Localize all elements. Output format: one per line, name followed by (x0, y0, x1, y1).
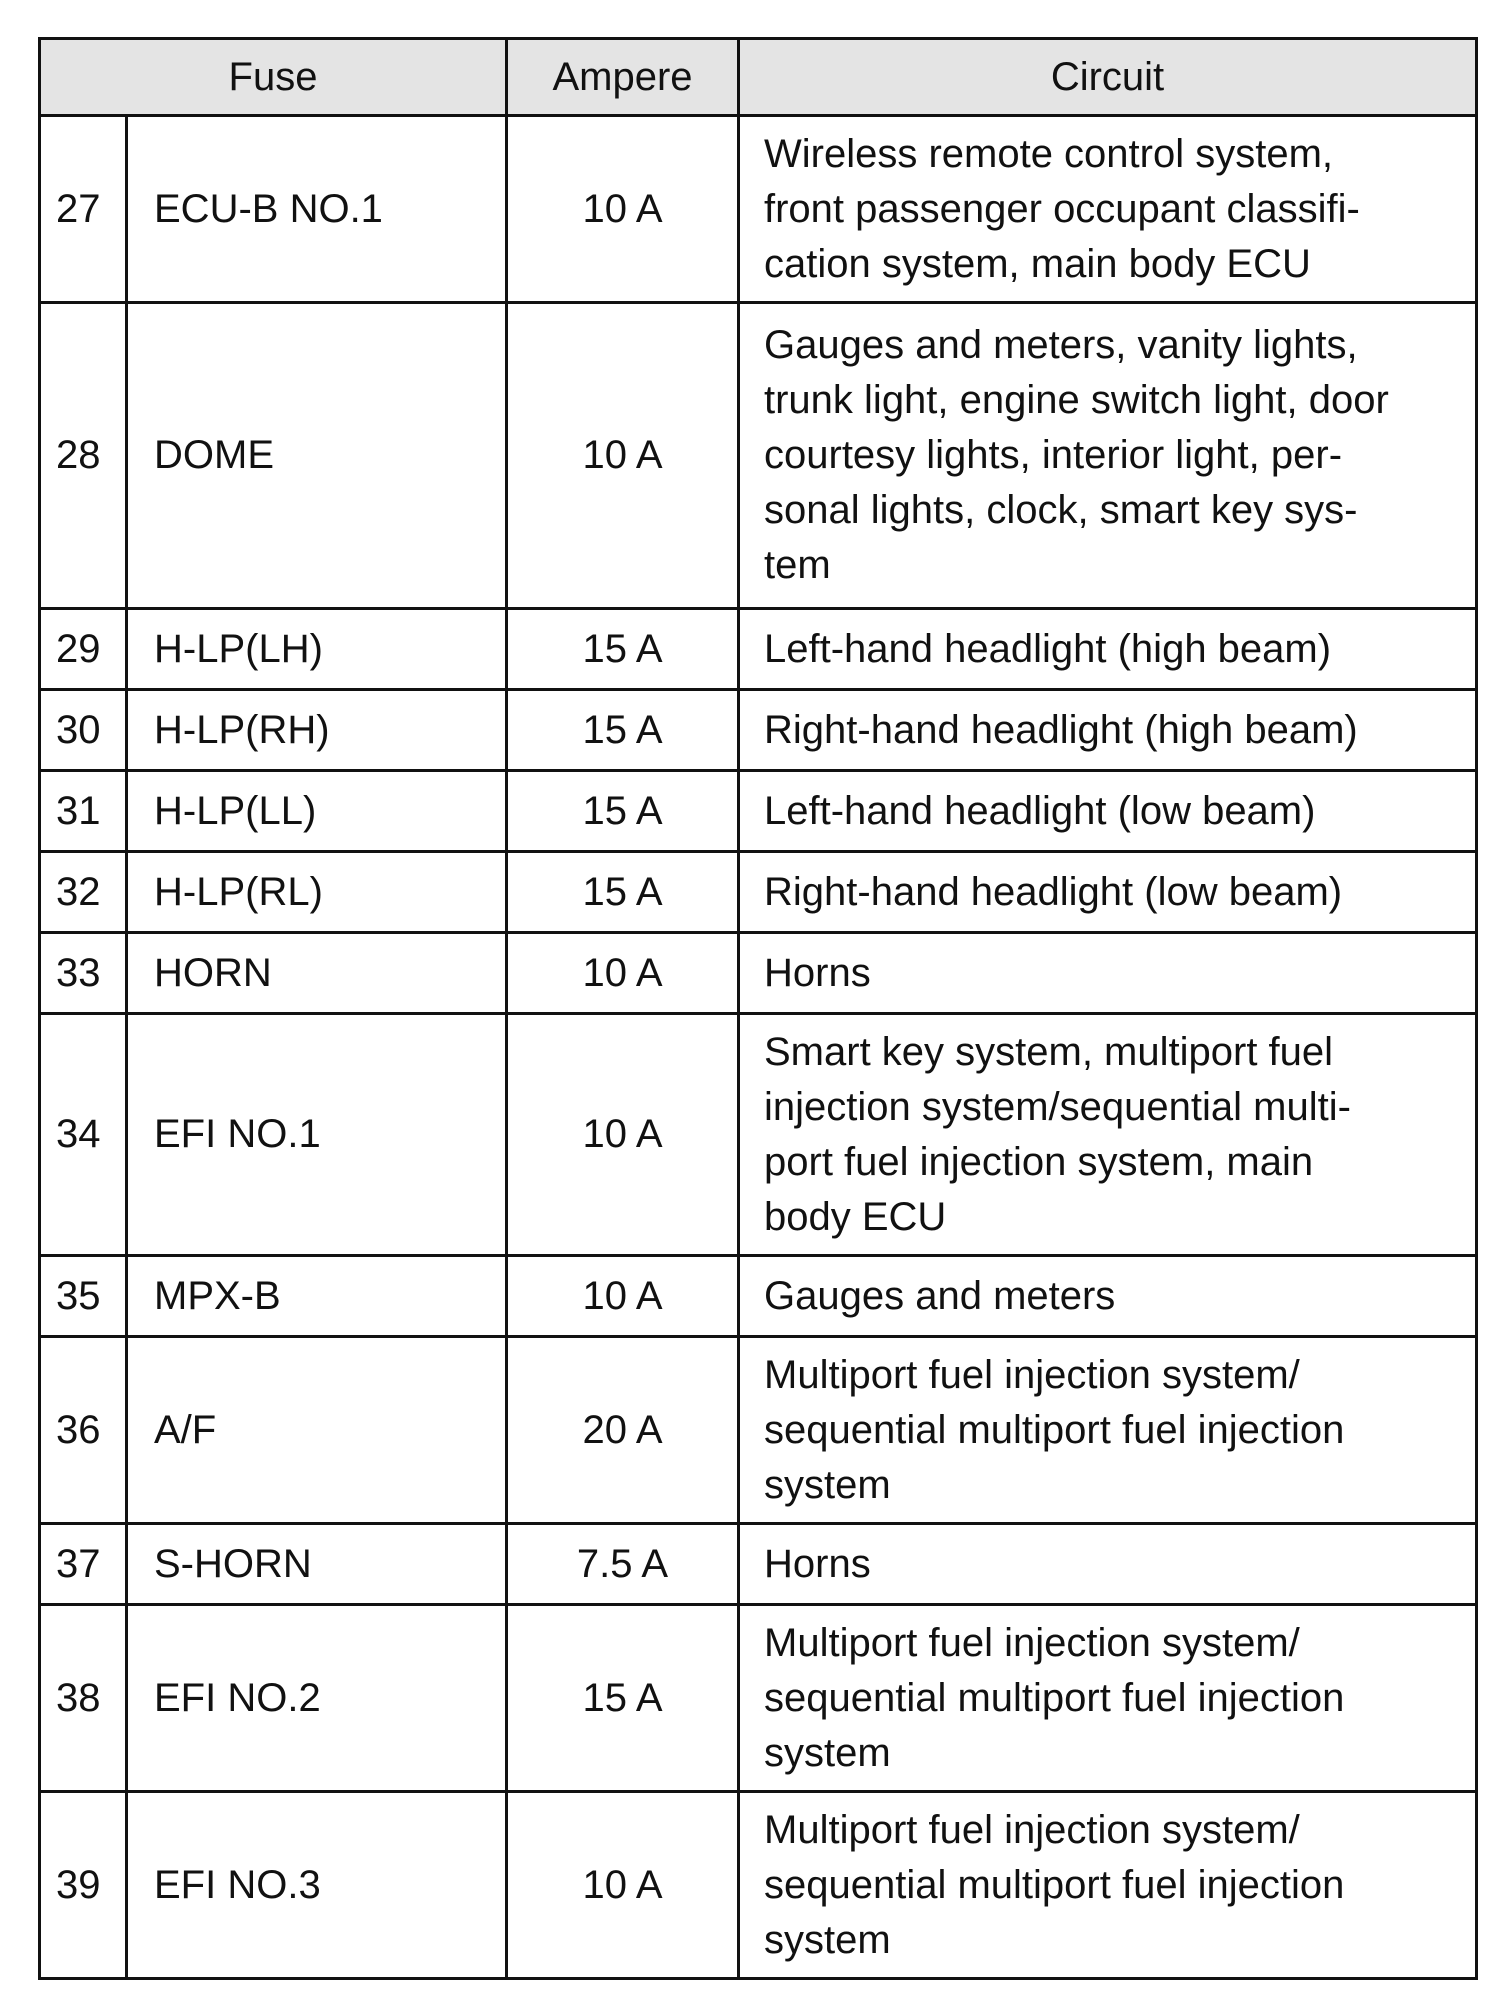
table-row (40, 771, 1477, 852)
fuse-name: A/F (127, 1337, 507, 1524)
circuit-line: body ECU (764, 1194, 947, 1239)
fuse-name: H-LP(RL) (127, 852, 507, 933)
table-row (40, 1605, 1477, 1792)
fuse-circuit (739, 690, 1477, 771)
circuit-line: Multiport fuel injection system/ (764, 1620, 1300, 1665)
fuse-circuit (739, 1792, 1477, 1979)
fuse-number: 38 (40, 1605, 127, 1792)
circuit-line: system (764, 1730, 891, 1775)
fuse-number: 37 (40, 1524, 127, 1605)
fuse-number: 29 (40, 609, 127, 690)
table-header-row (40, 39, 1477, 116)
fuse-ampere: 15 A (507, 852, 739, 933)
table-row (40, 1014, 1477, 1256)
fuse-ampere: 10 A (507, 116, 739, 303)
circuit-line: Multiport fuel injection system/ (764, 1352, 1300, 1397)
circuit-line: injection system/sequential multi- (764, 1084, 1351, 1129)
fuse-ampere: 20 A (507, 1337, 739, 1524)
circuit-line: Left-hand headlight (low beam) (764, 788, 1316, 833)
fuse-number: 27 (40, 116, 127, 303)
circuit-line: Right-hand headlight (high beam) (764, 707, 1358, 752)
circuit-line: sequential multiport fuel injection (764, 1407, 1345, 1452)
fuse-circuit (739, 1256, 1477, 1337)
table-body (40, 116, 1477, 1979)
fuse-ampere: 15 A (507, 609, 739, 690)
circuit-line: courtesy lights, interior light, per- (764, 433, 1343, 477)
fuse-ampere: 10 A (507, 1014, 739, 1256)
circuit-line: front passenger occupant classifi- (764, 186, 1360, 231)
table-row (40, 609, 1477, 690)
fuse-circuit (739, 1605, 1477, 1792)
fuse-circuit (739, 303, 1477, 609)
fuse-number: 31 (40, 771, 127, 852)
fuse-name: H-LP(RH) (127, 690, 507, 771)
table-row (40, 1337, 1477, 1524)
circuit-line: Right-hand headlight (low beam) (764, 869, 1343, 914)
fuse-circuit (739, 1014, 1477, 1256)
fuse-ampere: 10 A (507, 1792, 739, 1979)
circuit-line: Left-hand headlight (high beam) (764, 626, 1332, 671)
fuse-number: 32 (40, 852, 127, 933)
fuse-circuit (739, 1524, 1477, 1605)
fuse-ampere: 7.5 A (507, 1524, 739, 1605)
fuse-ampere: 10 A (507, 933, 739, 1014)
circuit-line: Horns (764, 950, 871, 995)
circuit-line: port fuel injection system, main (764, 1139, 1314, 1184)
fuse-circuit (739, 852, 1477, 933)
table-row (40, 690, 1477, 771)
table-row (40, 1524, 1477, 1605)
header-circuit: Circuit (739, 39, 1477, 116)
fuse-ampere: 15 A (507, 690, 739, 771)
circuit-line: sequential multiport fuel injection (764, 1862, 1345, 1907)
fuse-name: EFI NO.1 (127, 1014, 507, 1256)
table-row (40, 933, 1477, 1014)
header-fuse: Fuse (40, 39, 507, 116)
fuse-ampere: 10 A (507, 303, 739, 609)
fuse-circuit (739, 116, 1477, 303)
fuse-name: H-LP(LL) (127, 771, 507, 852)
fuse-name: S-HORN (127, 1524, 507, 1605)
fuse-circuit (739, 933, 1477, 1014)
circuit-line: sonal lights, clock, smart key sys- (764, 488, 1358, 532)
fuse-ampere: 15 A (507, 771, 739, 852)
fuse-circuit (739, 771, 1477, 852)
circuit-line: sequential multiport fuel injection (764, 1675, 1345, 1720)
circuit-line: Multiport fuel injection system/ (764, 1807, 1300, 1852)
fuse-number: 34 (40, 1014, 127, 1256)
fuse-number: 28 (40, 303, 127, 609)
fuse-number: 33 (40, 933, 127, 1014)
fuse-circuit (739, 1337, 1477, 1524)
circuit-line: tem (764, 543, 831, 587)
fuse-name: HORN (127, 933, 507, 1014)
circuit-line: trunk light, engine switch light, door (764, 378, 1389, 422)
fuse-ampere: 15 A (507, 1605, 739, 1792)
circuit-line: Wireless remote control system, (764, 131, 1334, 176)
fuse-name: H-LP(LH) (127, 609, 507, 690)
fuse-number: 39 (40, 1792, 127, 1979)
table-row (40, 1256, 1477, 1337)
fuse-number: 36 (40, 1337, 127, 1524)
fuse-name: MPX-B (127, 1256, 507, 1337)
header-ampere: Ampere (507, 39, 739, 116)
fuse-number: 35 (40, 1256, 127, 1337)
circuit-line: system (764, 1917, 891, 1962)
circuit-line: cation system, main body ECU (764, 241, 1311, 286)
table-row (40, 852, 1477, 933)
fuse-ampere: 10 A (507, 1256, 739, 1337)
circuit-line: Horns (764, 1541, 871, 1586)
fuse-circuit (739, 609, 1477, 690)
table-row (40, 303, 1477, 609)
fuse-table (38, 37, 1478, 1980)
fuse-name: EFI NO.3 (127, 1792, 507, 1979)
table-row (40, 116, 1477, 303)
fuse-number: 30 (40, 690, 127, 771)
circuit-line: Gauges and meters (764, 1273, 1116, 1318)
circuit-line: system (764, 1462, 891, 1507)
fuse-name: ECU-B NO.1 (127, 116, 507, 303)
table-row (40, 1792, 1477, 1979)
fuse-name: DOME (127, 303, 507, 609)
circuit-line: Gauges and meters, vanity lights, (764, 323, 1358, 367)
fuse-name: EFI NO.2 (127, 1605, 507, 1792)
circuit-line: Smart key system, multiport fuel (764, 1029, 1334, 1074)
fuse-table-container (38, 37, 1478, 1980)
